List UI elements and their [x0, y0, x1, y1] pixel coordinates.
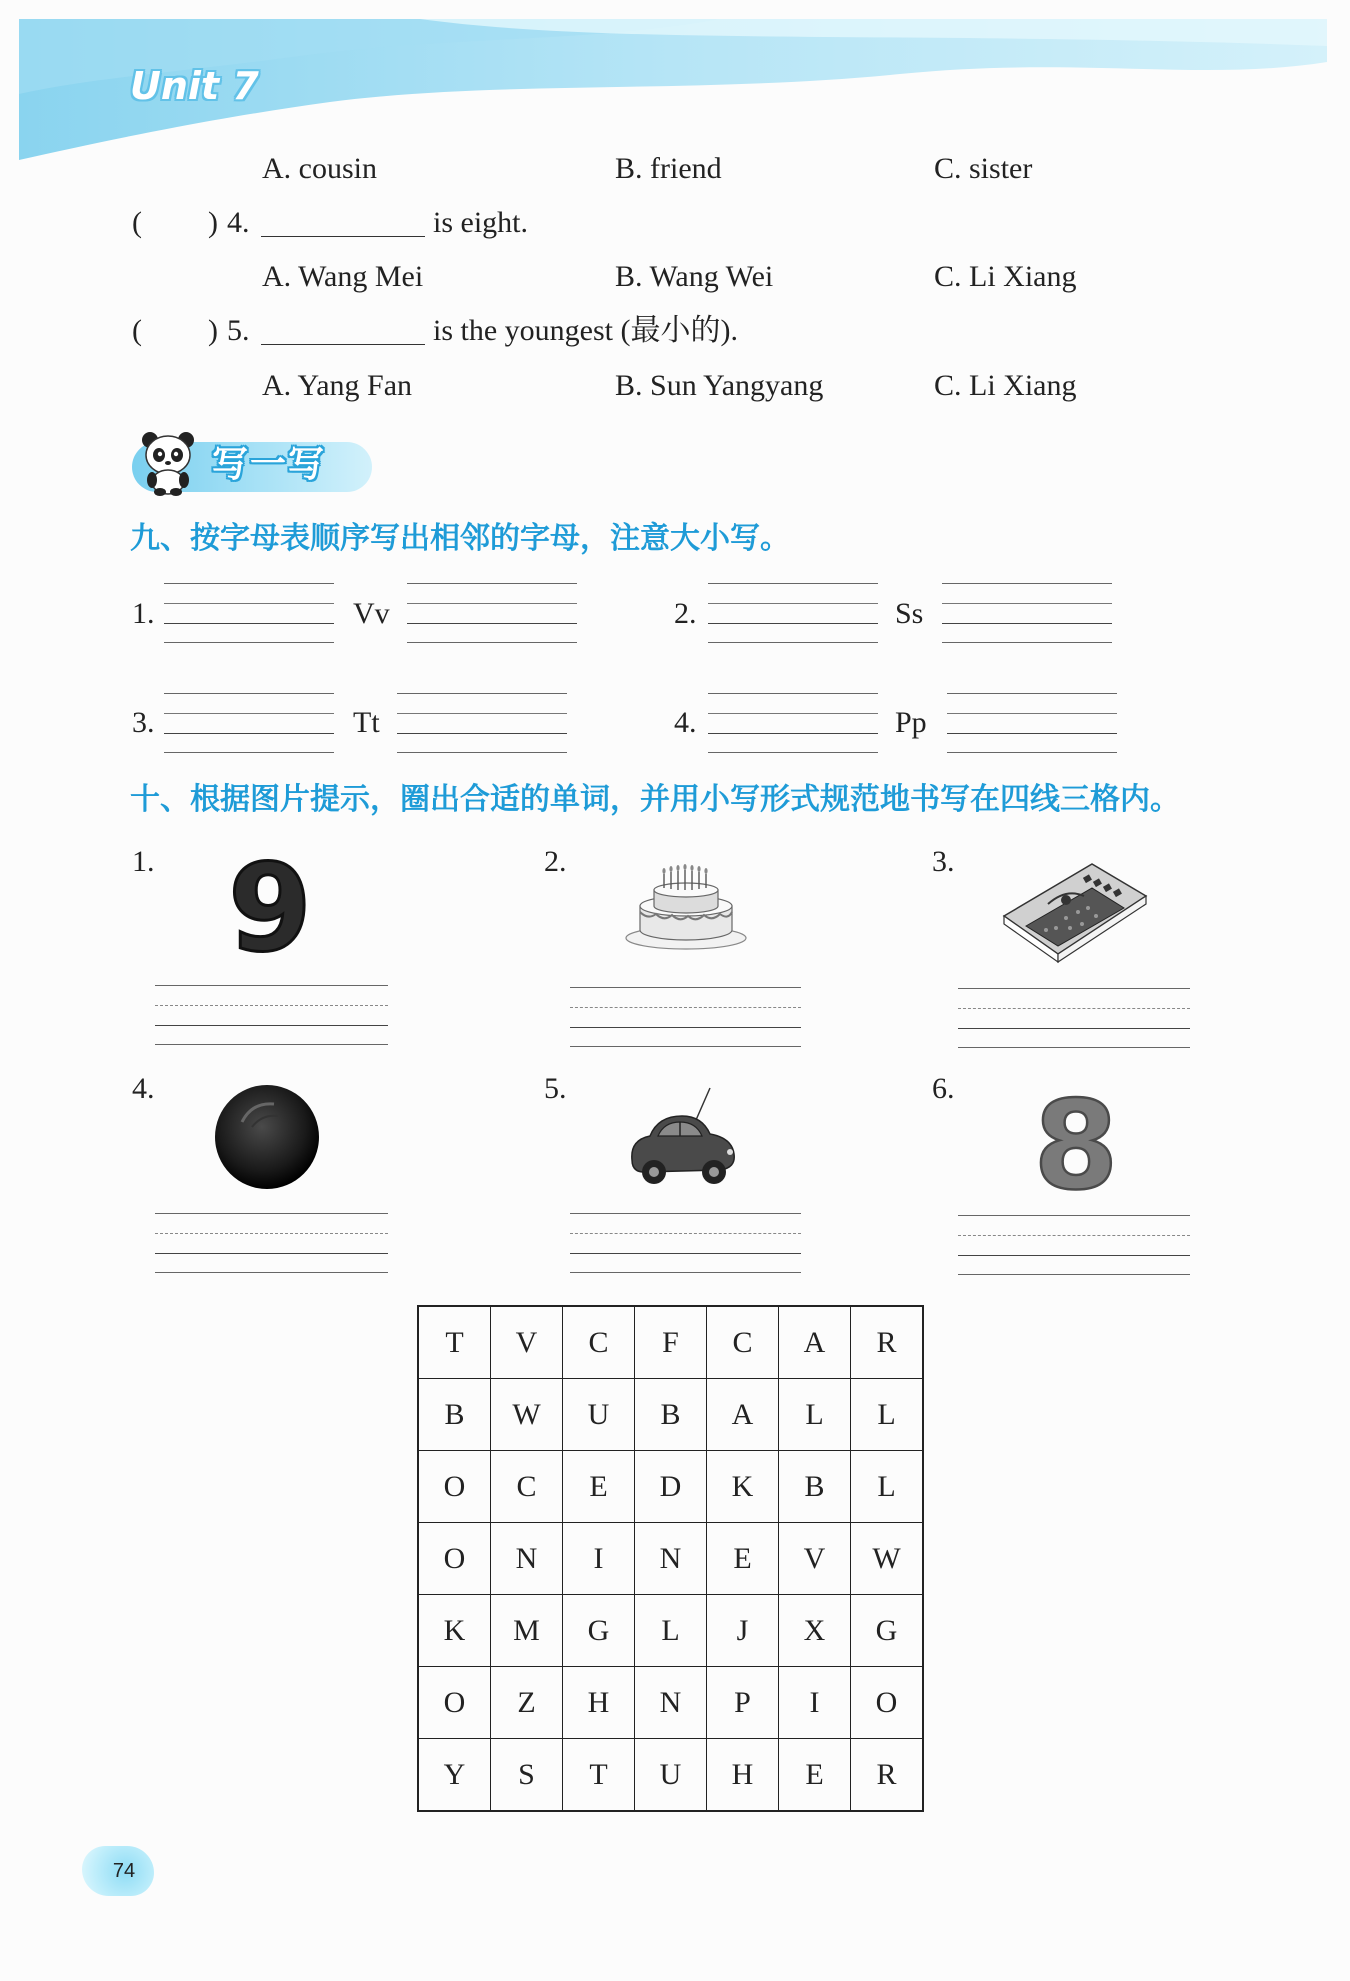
q4-option-c: C. Li Xiang [934, 260, 1077, 293]
ball-icon [212, 1082, 322, 1192]
writing-lines [570, 1213, 801, 1273]
unit-title: Unit 7 [130, 64, 259, 108]
q5-number: 5. [227, 314, 250, 347]
number-eight-picture-icon [1026, 1080, 1126, 1196]
word-grid-cell: E [563, 1451, 635, 1523]
eight-glyph: 8 [1033, 1080, 1119, 1196]
q5-text: is the youngest (最小的). [433, 314, 738, 347]
word-grid-cell: I [563, 1523, 635, 1595]
word-grid-row [418, 1667, 923, 1739]
part9-item-number: 3. [132, 706, 155, 739]
q4-paren-close: ) [208, 206, 218, 239]
writing-lines [958, 1215, 1190, 1275]
birthday-cake-icon [624, 862, 748, 952]
word-grid-cell: C [491, 1451, 563, 1523]
word-grid-cell: D [635, 1451, 707, 1523]
q5-option-c: C. Li Xiang [934, 369, 1077, 402]
word-grid-row [418, 1523, 923, 1595]
part9-heading: 九、按字母表顺序写出相邻的字母，注意大小写。 [130, 521, 790, 556]
q4-option-b: B. Wang Wei [615, 260, 774, 293]
four-line-grid [164, 583, 334, 643]
word-grid-cell: O [418, 1451, 491, 1523]
word-grid-row [418, 1595, 923, 1667]
q5-option-b: B. Sun Yangyang [615, 369, 824, 402]
q4-text: is eight. [433, 206, 528, 239]
word-grid-cell: V [779, 1523, 851, 1595]
book-icon [996, 858, 1152, 966]
q3-option-b: B. friend [615, 152, 722, 185]
word-grid-cell: R [851, 1739, 924, 1812]
word-grid-cell: L [779, 1379, 851, 1451]
q5-option-a: A. Yang Fan [262, 369, 413, 402]
q3-option-a: A. cousin [262, 152, 377, 185]
four-line-grid [947, 693, 1117, 753]
four-line-grid [164, 693, 334, 753]
word-grid-cell: T [418, 1306, 491, 1379]
part10-heading: 十、根据图片提示，圈出合适的单词，并用小写形式规范地书写在四线三格内。 [130, 782, 1180, 817]
nine-glyph: 9 [228, 850, 312, 962]
word-grid-cell: G [851, 1595, 924, 1667]
q4-option-a: A. Wang Mei [262, 260, 424, 293]
word-grid-cell: O [418, 1667, 491, 1739]
word-grid-row [418, 1306, 923, 1379]
word-grid-cell: L [635, 1595, 707, 1667]
word-grid-cell: X [779, 1595, 851, 1667]
word-grid-cell: Y [418, 1739, 491, 1812]
word-grid-cell: T [563, 1739, 635, 1812]
word-grid-cell: F [635, 1306, 707, 1379]
word-grid-row [418, 1451, 923, 1523]
word-grid-cell: B [418, 1379, 491, 1451]
word-grid-cell: K [707, 1451, 779, 1523]
picture-number: 4. [132, 1072, 155, 1105]
word-grid-cell: S [491, 1739, 563, 1812]
word-grid-cell: E [779, 1739, 851, 1812]
word-grid-cell: P [707, 1667, 779, 1739]
four-line-grid [407, 583, 577, 643]
word-grid-cell: C [563, 1306, 635, 1379]
picture-number: 1. [132, 845, 155, 878]
part9-item-number: 4. [674, 706, 697, 739]
word-grid-row [418, 1379, 923, 1451]
word-search-grid [417, 1305, 924, 1812]
writing-lines [570, 987, 801, 1047]
q4-answer-blank [261, 236, 425, 237]
part9-item-number: 2. [674, 597, 697, 630]
word-grid-cell: M [491, 1595, 563, 1667]
word-grid-cell: V [491, 1306, 563, 1379]
word-grid-cell: N [635, 1667, 707, 1739]
q5-paren-open: ( [132, 314, 142, 347]
part9-item-number: 1. [132, 597, 155, 630]
word-grid-cell: Z [491, 1667, 563, 1739]
word-grid-cell: U [563, 1379, 635, 1451]
q5-paren-close: ) [208, 314, 218, 347]
word-grid-row [418, 1739, 923, 1812]
part9-letter: Pp [895, 706, 927, 739]
picture-number: 6. [932, 1072, 955, 1105]
word-grid-cell: H [563, 1667, 635, 1739]
word-grid-cell: K [418, 1595, 491, 1667]
word-grid-cell: C [707, 1306, 779, 1379]
word-grid-cell: H [707, 1739, 779, 1812]
word-grid-cell: J [707, 1595, 779, 1667]
word-grid-cell: N [491, 1523, 563, 1595]
q3-option-c: C. sister [934, 152, 1033, 185]
picture-number: 2. [544, 845, 567, 878]
word-grid-cell: R [851, 1306, 924, 1379]
word-grid-cell: E [707, 1523, 779, 1595]
q4-number: 4. [227, 206, 250, 239]
word-grid-cell: N [635, 1523, 707, 1595]
section-badge-label: 写一写 [212, 444, 327, 485]
picture-number: 5. [544, 1072, 567, 1105]
word-grid-cell: A [707, 1379, 779, 1451]
word-grid-cell: L [851, 1451, 924, 1523]
part9-letter: Tt [353, 706, 380, 739]
four-line-grid [397, 693, 567, 753]
word-grid-cell: I [779, 1667, 851, 1739]
number-nine-picture-icon [215, 850, 325, 962]
word-grid-cell: B [779, 1451, 851, 1523]
word-grid-cell: L [851, 1379, 924, 1451]
page-number: 74 [112, 1860, 136, 1882]
writing-lines [958, 988, 1190, 1048]
word-grid-cell: B [635, 1379, 707, 1451]
four-line-grid [708, 583, 878, 643]
writing-lines [155, 985, 388, 1045]
q4-paren-open: ( [132, 206, 142, 239]
four-line-grid [942, 583, 1112, 643]
four-line-grid [708, 693, 878, 753]
word-grid-cell: W [851, 1523, 924, 1595]
word-grid-cell: O [851, 1667, 924, 1739]
picture-number: 3. [932, 845, 955, 878]
word-grid-cell: A [779, 1306, 851, 1379]
q5-answer-blank [261, 344, 425, 345]
writing-lines [155, 1213, 388, 1273]
part9-letter: Ss [895, 597, 924, 630]
word-grid-cell: G [563, 1595, 635, 1667]
part9-letter: Vv [353, 597, 390, 630]
word-grid-cell: O [418, 1523, 491, 1595]
word-grid-cell: W [491, 1379, 563, 1451]
panda-icon [136, 428, 204, 496]
word-grid-cell: U [635, 1739, 707, 1812]
toy-car-icon [624, 1082, 740, 1190]
